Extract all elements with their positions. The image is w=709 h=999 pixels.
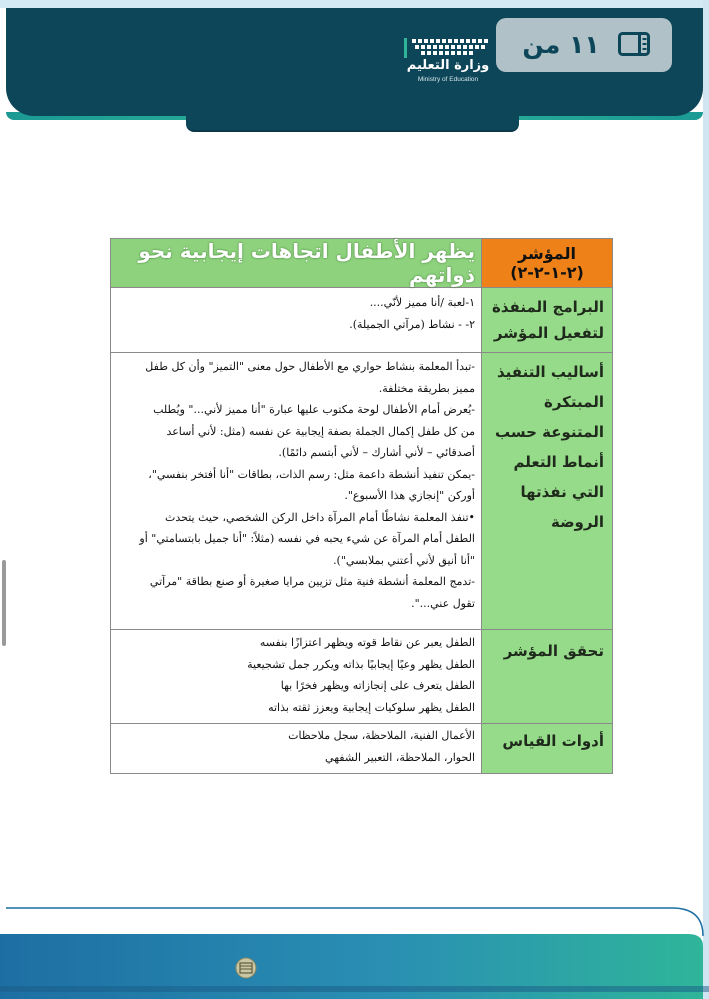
content-line: الطفل يظهر وعيًا إيجابيًا بذاته ويكرر جمل تشجيعية xyxy=(247,657,475,671)
footer-emblem-icon xyxy=(235,957,257,979)
top-frame-line xyxy=(0,0,709,8)
row-content xyxy=(111,630,481,723)
table-row xyxy=(111,724,613,774)
indicator-table xyxy=(110,238,613,774)
content-line: الطفل يتعرف على إنجازاته ويظهر فخرًا بها xyxy=(280,679,475,692)
content-line: "أنا أنيق لأني أعتني بملابسي"). xyxy=(333,553,475,567)
content-line: مميز بطريقة مختلفة. xyxy=(378,381,475,395)
table-row xyxy=(111,288,613,353)
row-content xyxy=(111,353,481,619)
header-tab xyxy=(186,96,519,132)
content-line: من كل طفل إكمال الجملة بصفة إيجابية عن نفسه (مثل: لأني أساعد xyxy=(166,424,475,438)
content-line: الطفل يظهر سلوكيات إيجابية ويعزز ثقته بذاته xyxy=(268,700,475,714)
row-content xyxy=(111,724,481,773)
indicator-title: يظهر الأطفال اتجاهات إيجابية نحو ذواتهم xyxy=(111,239,482,288)
content-line: تقول عني...". xyxy=(411,596,475,610)
content-line: •تنفذ المعلمة نشاطًا أمام المرآة داخل الركن الشخصي، حيث يتحدث xyxy=(164,510,475,524)
row-label: البرامج المنفذة لتفعيل المؤشر xyxy=(492,298,604,342)
scroll-handle[interactable] xyxy=(2,560,6,646)
ministry-name: وزارة التعليم xyxy=(406,58,490,73)
row-content xyxy=(111,288,481,340)
page-indicator: ١١ من ٢١ xyxy=(522,30,600,97)
content-line: الحوار، الملاحظة، التعبير الشفهي xyxy=(325,750,475,764)
indicator-label: المؤشر (٢-١-٢-٢) xyxy=(482,239,613,288)
content-line: الطفل أمام المرآة عن شيء يحبه في نفسه (مثلاً: "أنا جميل بابتسامتي" أو xyxy=(139,532,475,545)
content-line: ٢- - نشاط (مرآتي الجميلة). xyxy=(349,317,475,331)
row-label: أساليب التنفيذ المبتكرة المتنوعة حسب أنماط التعلم التي نفذتها الروضة xyxy=(495,363,604,531)
content-line: -تبدأ المعلمة بنشاط حواري مع الأطفال حول معنى "التميز" وأن كل طفل xyxy=(145,360,475,373)
content-line: أصدقائي – لأني أشارك – لأني أبتسم دائمًا). xyxy=(278,446,475,459)
right-frame-line xyxy=(703,0,709,999)
page-footer xyxy=(0,900,709,999)
content-line: -يُعرض أمام الأطفال لوحة مكتوب عليها عبارة "أنا مميز لأني..." ويُطلب xyxy=(153,403,475,416)
content-line: الأعمال الفنية، الملاحظة، سجل ملاحظات xyxy=(288,729,475,742)
content-line: ١-لعبة /أنا مميز لأنّي.... xyxy=(369,296,475,309)
table-row xyxy=(111,630,613,724)
content-line: -تدمج المعلمة أنشطة فنية مثل تزيين مرايا صغيرة أو صنع بطاقة "مرآتي xyxy=(149,575,475,588)
content-line: -يمكن تنفيذ أنشطة داعمة مثل: رسم الذات، بطاقات "أنا أفتخر بنفسي"، xyxy=(148,467,475,481)
ministry-name-en: Ministry of Education xyxy=(417,76,479,83)
content-line: الطفل يعبر عن نقاط قوته ويظهر اعتزازًا بنفسه xyxy=(259,636,475,649)
table-title-row xyxy=(111,239,613,288)
sidebar-toggle-icon[interactable] xyxy=(618,32,650,56)
content-line: أوركن "إنجازي هذا الأسبوع". xyxy=(344,489,475,502)
row-label: أدوات القياس xyxy=(502,732,604,750)
table-row xyxy=(111,353,613,630)
row-label: تحقق المؤشر xyxy=(503,642,604,660)
